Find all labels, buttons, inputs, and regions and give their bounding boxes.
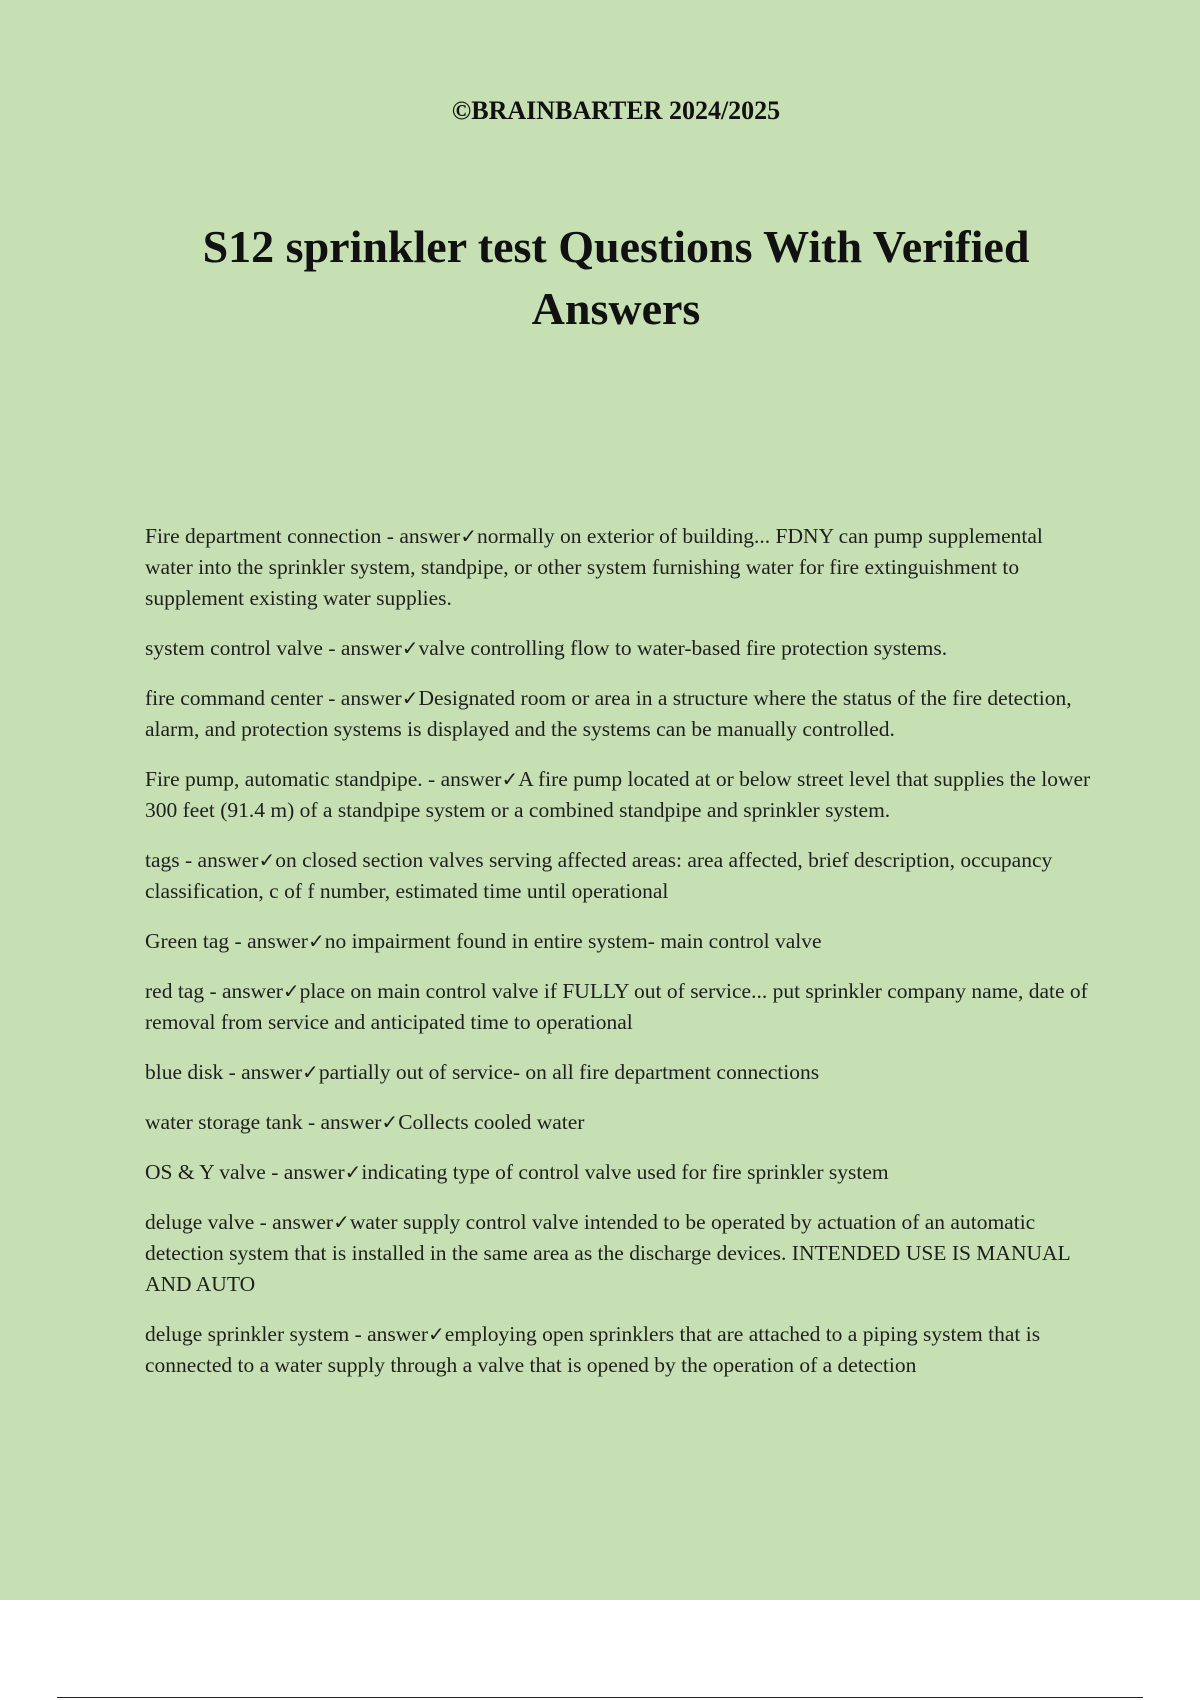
entry-separator: - answer xyxy=(265,1160,345,1184)
checkmark-icon: ✓ xyxy=(282,979,300,1003)
entry-term: Fire department connection xyxy=(145,524,382,548)
entry-term: fire command center xyxy=(145,686,323,710)
checkmark-icon: ✓ xyxy=(258,848,276,872)
entry-separator: - answer xyxy=(179,848,259,872)
qa-entry xyxy=(145,1107,1095,1138)
entry-term: blue disk xyxy=(145,1060,224,1084)
entry-separator: - answer xyxy=(349,1322,429,1346)
qa-entry xyxy=(145,1157,1095,1188)
entry-term: system control valve xyxy=(145,636,323,660)
entry-term: tags xyxy=(145,848,180,872)
entry-term: red tag xyxy=(145,979,205,1003)
document-title: S12 sprinkler test Questions With Verified Answers xyxy=(202,221,1030,334)
entry-term: deluge valve xyxy=(145,1210,255,1234)
entry-answer: on closed section valves serving affected areas: area affected, brief description, occupancy classification, c of f number, estimated time until operational xyxy=(145,848,1053,903)
entry-separator: - answer xyxy=(223,1060,303,1084)
checkmark-icon: ✓ xyxy=(401,636,419,660)
entry-term: OS & Y valve xyxy=(145,1160,266,1184)
entry-answer: partially out of service- on all fire department connections xyxy=(318,1060,820,1084)
qa-entry xyxy=(145,683,1095,745)
entry-term: Fire pump, automatic standpipe. xyxy=(145,767,423,791)
qa-list xyxy=(145,521,1095,1400)
entry-answer: Collects cooled water xyxy=(398,1110,585,1134)
entry-answer: water supply control valve intended to be operated by actuation of an automatic detection system that is installed in the same area as the discharge devices. INTENDED USE IS MANUAL AND AUTO xyxy=(145,1210,1070,1296)
checkmark-icon: ✓ xyxy=(307,929,325,953)
entry-term: deluge sprinkler system xyxy=(145,1322,350,1346)
entry-separator: - answer xyxy=(322,636,402,660)
entry-answer: A fire pump located at or below street level that supplies the lower 300 feet (91.4 m) of a standpipe system or a combined standpipe and sprinkler system. xyxy=(145,767,1091,822)
qa-entry xyxy=(145,1207,1095,1300)
checkmark-icon: ✓ xyxy=(302,1060,319,1084)
qa-entry xyxy=(145,764,1095,826)
qa-entry xyxy=(145,521,1095,614)
qa-entry xyxy=(145,1319,1095,1381)
entry-answer: Designated room or area in a structure where the status of the fire detection, alarm, and protection systems is displayed and the systems can be manually controlled. xyxy=(145,686,1072,741)
qa-entry xyxy=(145,1057,1095,1088)
entry-answer: employing open sprinklers that are attached to a piping system that is connected to a water supply through a valve that is opened by the operation of a detection xyxy=(145,1322,1041,1377)
checkmark-icon: ✓ xyxy=(344,1160,362,1184)
footer-divider xyxy=(57,1697,1143,1698)
qa-entry xyxy=(145,976,1095,1038)
checkmark-icon: ✓ xyxy=(501,767,519,791)
entry-separator: - answer xyxy=(381,524,461,548)
entry-separator: - answer xyxy=(422,767,502,791)
entry-answer: valve controlling flow to water-based fire protection systems. xyxy=(418,636,948,660)
entry-separator: - answer xyxy=(254,1210,334,1234)
checkmark-icon: ✓ xyxy=(333,1210,350,1234)
entry-answer: no impairment found in entire system- main control valve xyxy=(324,929,822,953)
checkmark-icon: ✓ xyxy=(401,686,419,710)
entry-term: Green tag xyxy=(145,929,230,953)
entry-answer: place on main control valve if FULLY out of service... put sprinkler company name, date of removal from service and anticipated time to operational xyxy=(145,979,1088,1034)
checkmark-icon: ✓ xyxy=(381,1110,399,1134)
checkmark-icon: ✓ xyxy=(428,1322,445,1346)
entry-answer: normally on exterior of building... FDNY can pump supplemental water into the sprinkler system, standpipe, or other system furnishing water for fire extinguishment to supplement existing water supplies. xyxy=(145,524,1043,610)
entry-separator: - answer xyxy=(204,979,283,1003)
entry-separator: - answer xyxy=(302,1110,382,1134)
qa-entry xyxy=(145,845,1095,907)
entry-separator: - answer xyxy=(322,686,402,710)
copyright-header: ©BRAINBARTER 2024/2025 xyxy=(451,96,781,125)
checkmark-icon: ✓ xyxy=(460,524,477,548)
qa-entry xyxy=(145,926,1095,957)
entry-separator: - answer xyxy=(229,929,308,953)
entry-term: water storage tank xyxy=(145,1110,303,1134)
qa-entry xyxy=(145,633,1095,664)
entry-answer: indicating type of control valve used for fire sprinkler system xyxy=(361,1160,889,1184)
